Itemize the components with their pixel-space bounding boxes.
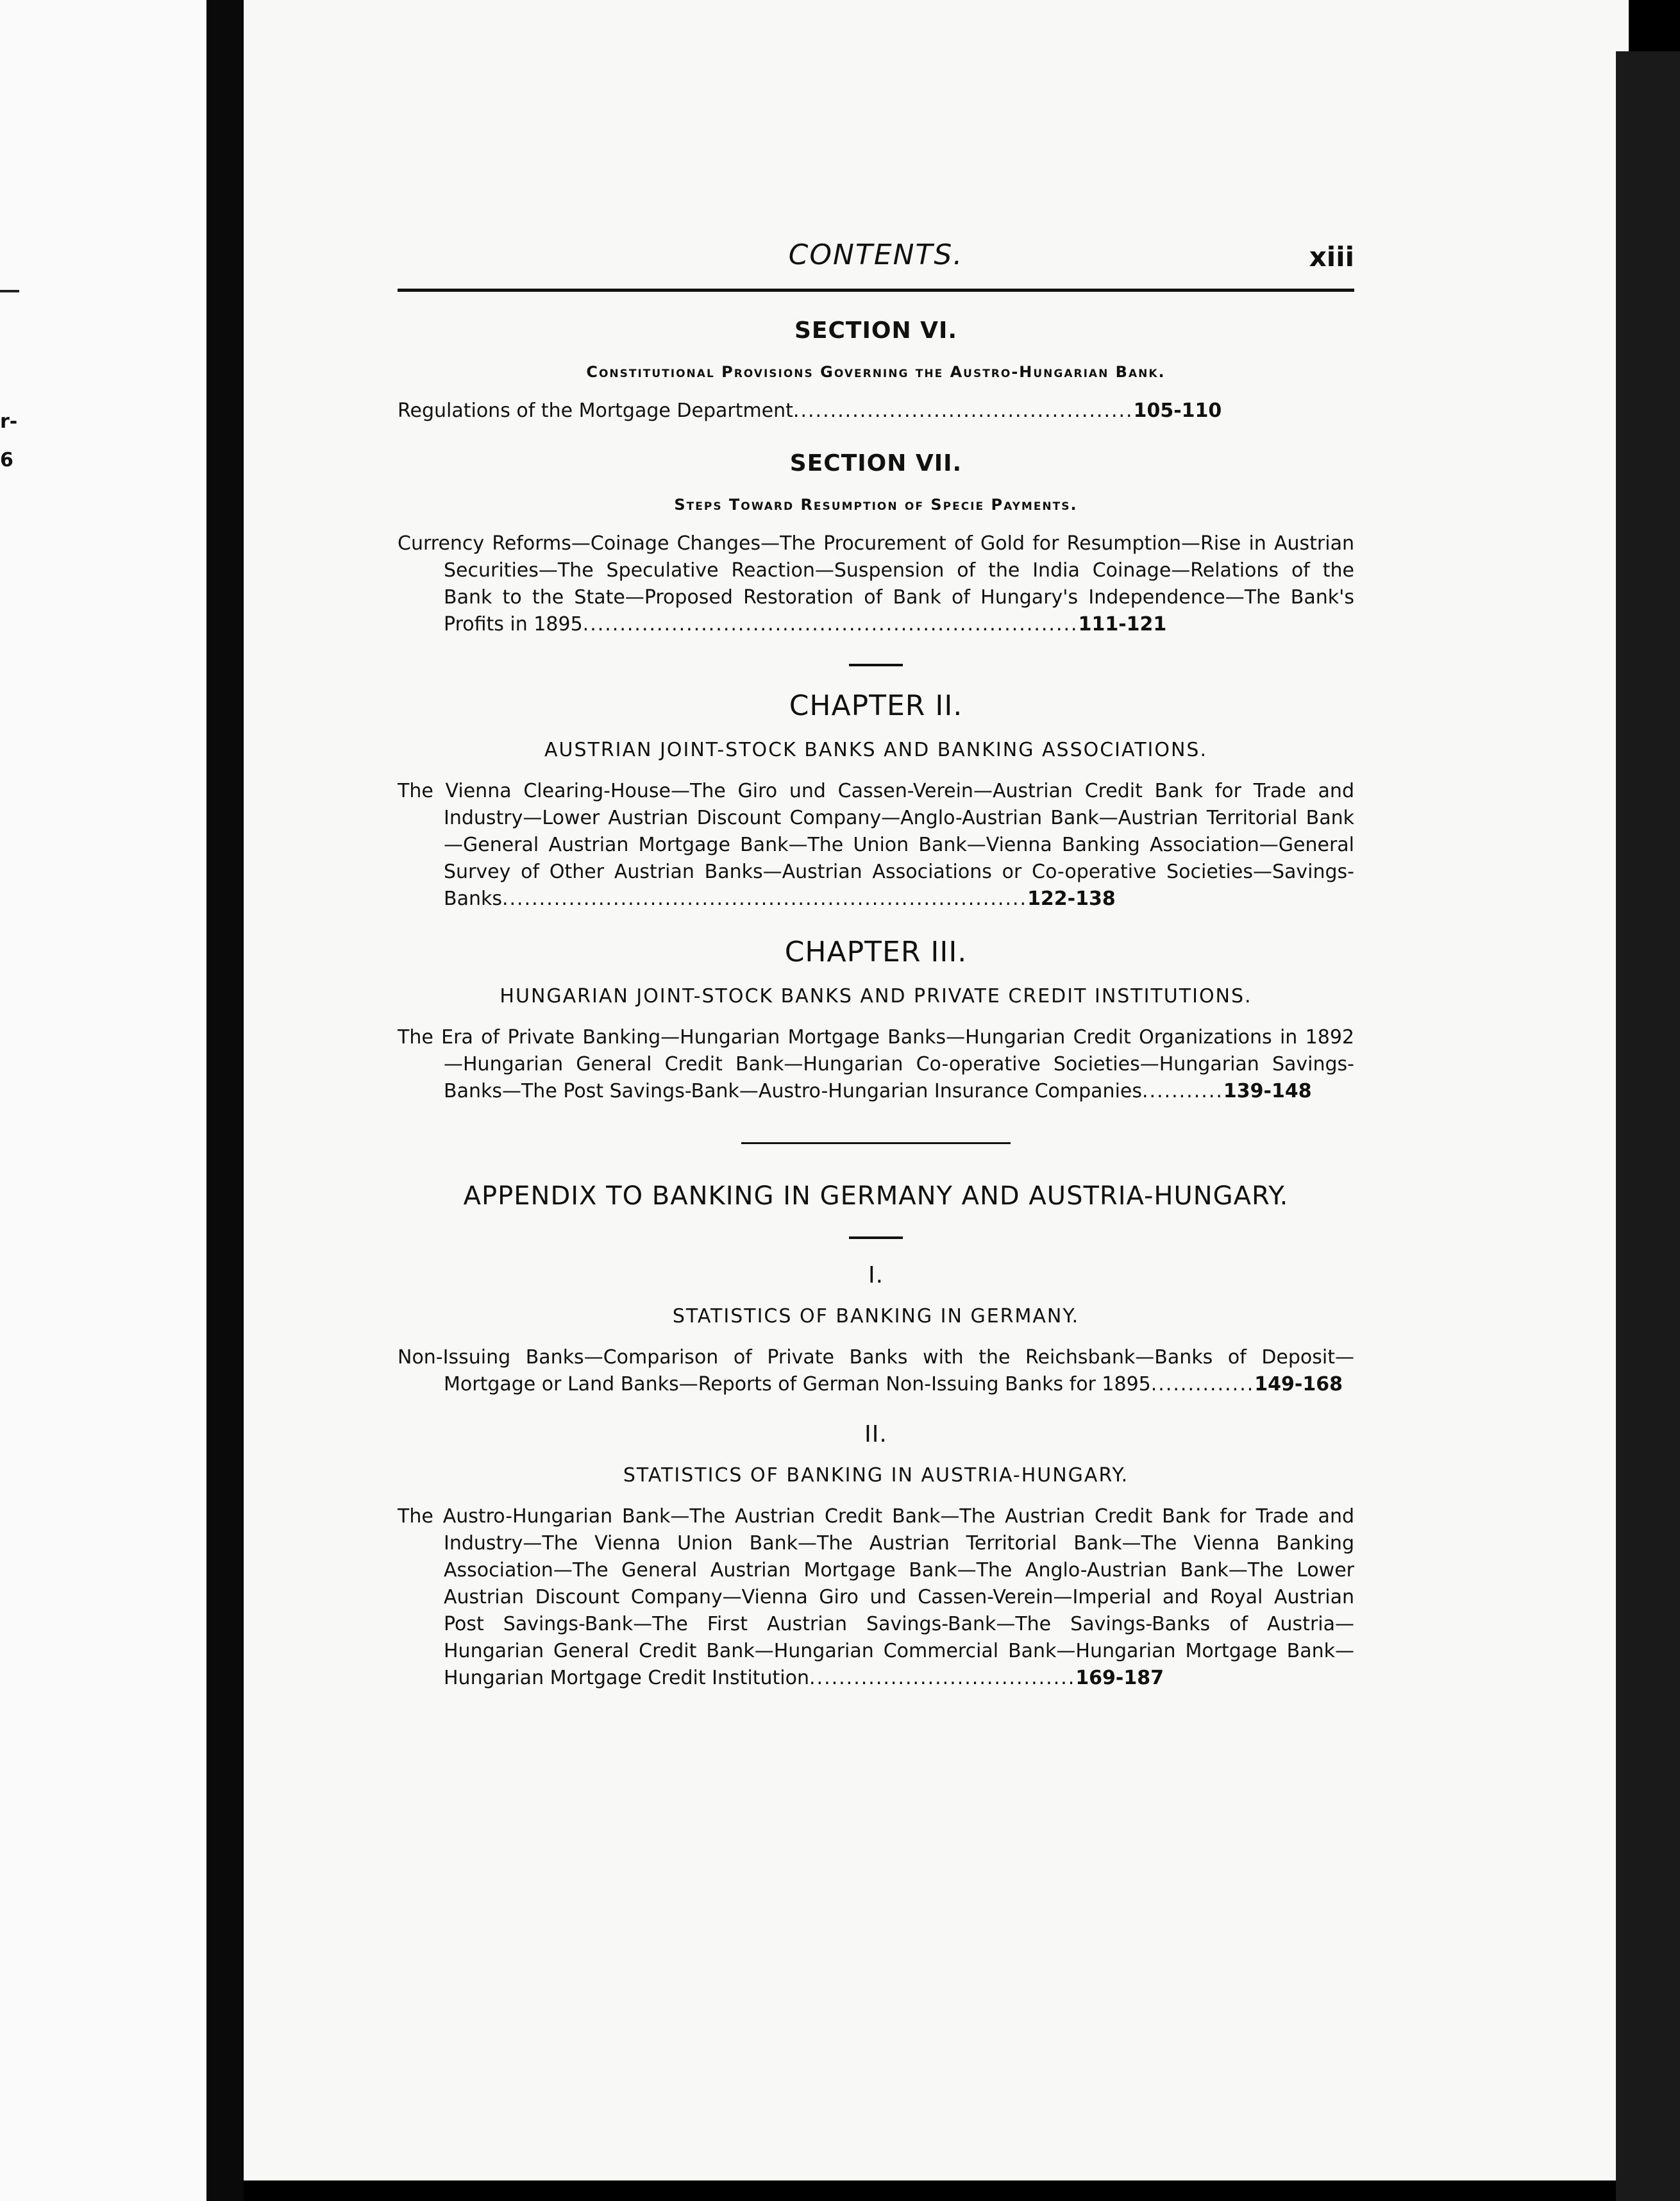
entry-pages: 105-110 <box>1133 400 1222 422</box>
left-page-fragment: r- <box>0 410 18 433</box>
entry-pages: 139-148 <box>1223 1080 1312 1102</box>
entry-pages: 169-187 <box>1075 1667 1164 1689</box>
chapter-subheading: AUSTRIAN JOINT-STOCK BANKS AND BANKING ASSOCIATIONS. <box>544 739 1208 761</box>
page-edge-shadow <box>1616 51 1680 2201</box>
chapter-subheading: HUNGARIAN JOINT-STOCK BANKS AND PRIVATE CREDIT INSTITUTIONS. <box>500 985 1252 1008</box>
leader-dots: .............. <box>1150 1373 1255 1396</box>
entry-pages: 122-138 <box>1027 888 1116 910</box>
running-title: CONTENTS. <box>788 239 964 271</box>
section-subheading: Constitutional Provisions Governing the Austro-Hungarian Bank. <box>586 363 1166 381</box>
entry-text: Regulations of the Mortgage Department <box>398 400 793 422</box>
entry-text: The Austro-Hungarian Bank—The Austrian Credit Bank—The Austrian Credit Bank for Trade and Industry—The Vienna Union Bank—The Austrian Territorial Bank—The Vienna Banking Association—The General Austrian Mortgage Bank—The Anglo-Austrian Bank—The Lower Austrian Discount Company—Vienna Giro und Cassen-Verein—Imperial and Royal Austrian Post Savings-Bank—The First Austrian Savings-Bank—The Savings-Banks of Austria—Hungarian General Credit Bank—Hungarian Commercial Bank—Hungarian Mortgage Bank—Hungarian Mortgage Credit Institution <box>398 1505 1354 1689</box>
leader-dots: ....................................................................... <box>501 888 1028 910</box>
appendix-part-subheading: STATISTICS OF BANKING IN AUSTRIA-HUNGARY. <box>623 1464 1129 1487</box>
toc-entry <box>398 398 1354 425</box>
page-header <box>398 237 1354 292</box>
entry-text: The Vienna Clearing-House—The Giro und Cassen-Verein—Austrian Credit Bank for Trade and Industry—Lower Austrian Discount Company—Anglo-Austrian Bank—Austrian Territorial Bank—General Austrian Mortgage Bank—The Union Bank—Vienna Banking Association—General Survey of Other Austrian Banks—Austrian Associations or Co-operative Societies—Savings-Banks <box>398 780 1354 910</box>
divider-rule <box>849 1236 903 1239</box>
appendix-part-numeral: I. <box>868 1262 884 1288</box>
toc-entry <box>398 778 1354 913</box>
toc-entry <box>398 530 1354 638</box>
section-heading: SECTION VII. <box>789 450 962 476</box>
toc-entry <box>398 1024 1354 1105</box>
appendix-part-subheading: STATISTICS OF BANKING IN GERMANY. <box>672 1305 1080 1328</box>
left-page-fragment: 6 <box>0 449 13 471</box>
toc-entry <box>398 1344 1354 1398</box>
section-subheading: Steps Toward Resumption of Specie Payments. <box>674 496 1078 514</box>
entry-text: Non-Issuing Banks—Comparison of Private Banks with the Reichsbank—Banks of Deposit—Mortgage or Land Banks—Reports of German Non-Issuing Banks for 1895 <box>398 1346 1354 1396</box>
left-facing-page <box>0 0 221 2201</box>
entry-pages: 111-121 <box>1078 613 1167 636</box>
contents-body <box>398 237 1354 1692</box>
book-gutter <box>206 0 244 2201</box>
entry-text: The Era of Private Banking—Hungarian Mortgage Banks—Hungarian Credit Organizations in 1892—Hungarian General Credit Bank—Hungarian Co-operative Societies—Hungarian Savings-Banks—The Post Savings-Bank—Austro-Hungarian Insurance Companies <box>398 1026 1354 1102</box>
leader-dots: .............................................. <box>793 400 1134 422</box>
appendix-part-numeral: II. <box>864 1421 887 1447</box>
appendix-title: APPENDIX TO BANKING IN GERMANY AND AUSTRIA-HUNGARY. <box>463 1181 1289 1211</box>
chapter-heading: CHAPTER III. <box>784 936 968 968</box>
toc-entry <box>398 1503 1354 1692</box>
left-page-rule <box>0 290 19 292</box>
divider-rule <box>741 1142 1011 1144</box>
entry-text: Currency Reforms—Coinage Changes—The Procurement of Gold for Resumption—Rise in Austrian Securities—The Speculative Reaction—Suspension of the India Coinage—Relations of the Bank to the State—Proposed Restoration of Bank of Hungary's Independence—The Bank's Profits in 1895 <box>398 532 1354 636</box>
page-number: xiii <box>1309 241 1354 273</box>
entry-pages: 149-168 <box>1254 1373 1343 1396</box>
leader-dots: .................................... <box>809 1667 1076 1689</box>
divider-rule <box>849 664 903 666</box>
contents-page <box>244 0 1629 2180</box>
section-heading: SECTION VI. <box>794 317 958 344</box>
chapter-heading: CHAPTER II. <box>789 689 963 722</box>
leader-dots: ................................................................... <box>582 613 1079 636</box>
leader-dots: ........... <box>1142 1080 1223 1102</box>
